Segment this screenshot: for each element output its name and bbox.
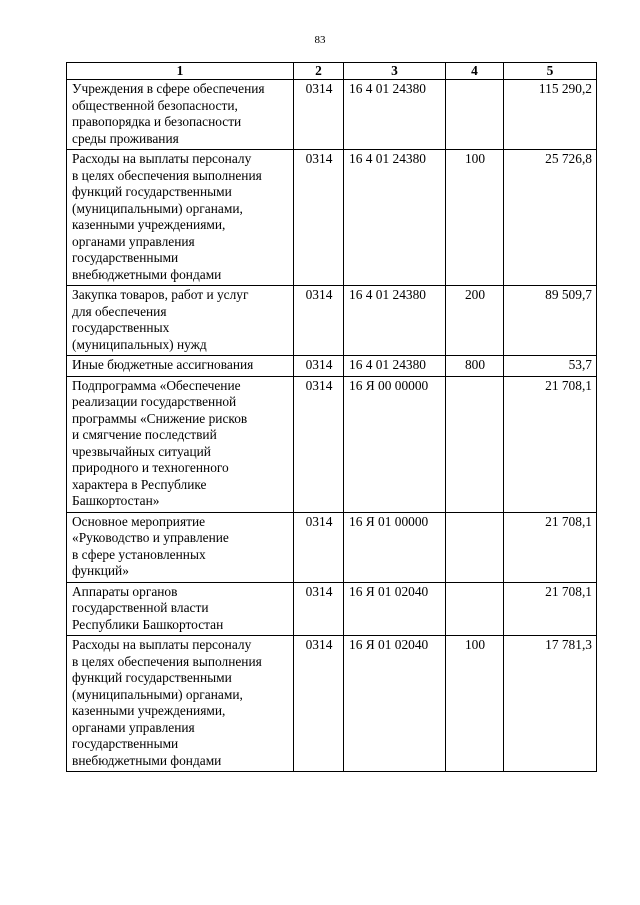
cell-name [67,356,294,377]
cell-expense-type-text: 100 [464,151,486,166]
cell-amount-text: 21 708,1 [545,513,592,529]
table-header [67,63,597,80]
cell-amount-text: 17 781,3 [545,637,592,652]
budget-table [66,62,597,772]
cell-expense-type-text: 200 [464,287,486,302]
table-row [67,636,597,772]
table-row [67,356,597,377]
cell-section-code [294,150,344,286]
cell-target-article-text: 16 Я 01 02040 [349,583,429,599]
cell-section-code [294,356,344,377]
cell-target-article-text: 16 4 01 24380 [349,151,426,166]
cell-target-article [344,150,446,286]
table-row [67,150,597,286]
cell-amount [504,376,597,512]
header-col-target: 3 [344,63,446,80]
cell-amount [504,80,597,150]
cell-amount-text: 53,7 [568,357,592,372]
table-body [67,80,597,772]
cell-section-code-text: 0314 [305,583,333,599]
table-row [67,80,597,150]
cell-amount [504,582,597,636]
cell-name [67,636,294,772]
header-row [67,63,597,80]
cell-section-code-text: 0314 [305,287,333,302]
cell-target-article [344,582,446,636]
cell-name [67,80,294,150]
cell-expense-type [446,512,504,582]
cell-expense-type [446,80,504,150]
cell-target-article [344,80,446,150]
cell-name [67,286,294,356]
cell-target-article-text: 16 4 01 24380 [349,287,426,302]
cell-expense-type [446,150,504,286]
cell-target-article [344,356,446,377]
cell-section-code [294,80,344,150]
cell-target-article-text: 16 Я 00 00000 [349,377,429,393]
cell-expense-type-text: 800 [464,357,486,372]
cell-section-code-text: 0314 [305,637,333,652]
cell-section-code [294,636,344,772]
cell-section-code [294,512,344,582]
cell-name [67,150,294,286]
header-col-section: 2 [294,63,344,80]
cell-amount [504,356,597,377]
header-col-name: 1 [67,63,294,80]
cell-section-code-text: 0314 [305,513,333,529]
page-number: 83 [314,34,326,46]
cell-amount-text: 21 708,1 [545,377,592,393]
cell-target-article [344,376,446,512]
cell-expense-type [446,356,504,377]
cell-section-code-text: 0314 [305,377,333,393]
cell-amount-text: 25 726,8 [545,151,592,166]
cell-name-text: Иные бюджетные ассигнования [72,357,254,372]
cell-section-code-text: 0314 [305,357,333,372]
cell-name-text: Закупка товаров, работ и услуг для обеспечения государственных (муниципальных) нужд [72,287,249,352]
table-row [67,286,597,356]
cell-target-article [344,636,446,772]
cell-section-code-text: 0314 [305,151,333,166]
table-row [67,512,597,582]
cell-section-code [294,376,344,512]
cell-expense-type [446,376,504,512]
cell-expense-type-text: 100 [464,637,486,652]
cell-amount-text: 89 509,7 [545,287,592,302]
cell-amount [504,512,597,582]
cell-expense-type [446,286,504,356]
cell-name-text: Расходы на выплаты персоналу в целях обеспечения выполнения функций государственными (муниципальными) органами, казенными учреждениями, органами управления государственными внебюджетными фондами [72,637,262,768]
table-row [67,582,597,636]
table-row [67,376,597,512]
cell-name [67,376,294,512]
cell-target-article-text: 16 4 01 24380 [349,81,426,96]
cell-amount-text: 115 290,2 [538,81,592,96]
cell-name-text: Учреждения в сфере обеспечения общественной безопасности, правопорядка и безопасности среды проживания [72,81,265,146]
cell-name-text: Основное мероприятие «Руководство и управление в сфере установленных функций» [72,513,229,578]
cell-section-code [294,582,344,636]
cell-amount-text: 21 708,1 [545,583,592,599]
cell-name-text: Подпрограмма «Обеспечение реализации государственной программы «Снижение рисков и смягчение последствий чрезвычайных ситуаций природного и техногенного характера в Республике Башкортостан» [72,377,248,508]
cell-section-code [294,286,344,356]
cell-name-text: Аппараты органов государственной власти Республики Башкортостан [72,583,224,632]
cell-expense-type [446,636,504,772]
cell-amount [504,636,597,772]
cell-expense-type [446,582,504,636]
cell-amount [504,286,597,356]
cell-amount [504,150,597,286]
cell-name [67,582,294,636]
cell-target-article-text: 16 Я 01 00000 [349,513,429,529]
header-col-amount: 5 [504,63,597,80]
cell-target-article [344,286,446,356]
header-col-type: 4 [446,63,504,80]
cell-section-code-text: 0314 [305,81,333,96]
cell-target-article-text: 16 4 01 24380 [349,357,426,372]
cell-target-article-text: 16 Я 01 02040 [349,637,429,652]
cell-target-article [344,512,446,582]
cell-name-text: Расходы на выплаты персоналу в целях обеспечения выполнения функций государственными (муниципальными) органами, казенными учреждениями, органами управления государственными внебюджетными фондами [72,151,262,282]
cell-name [67,512,294,582]
